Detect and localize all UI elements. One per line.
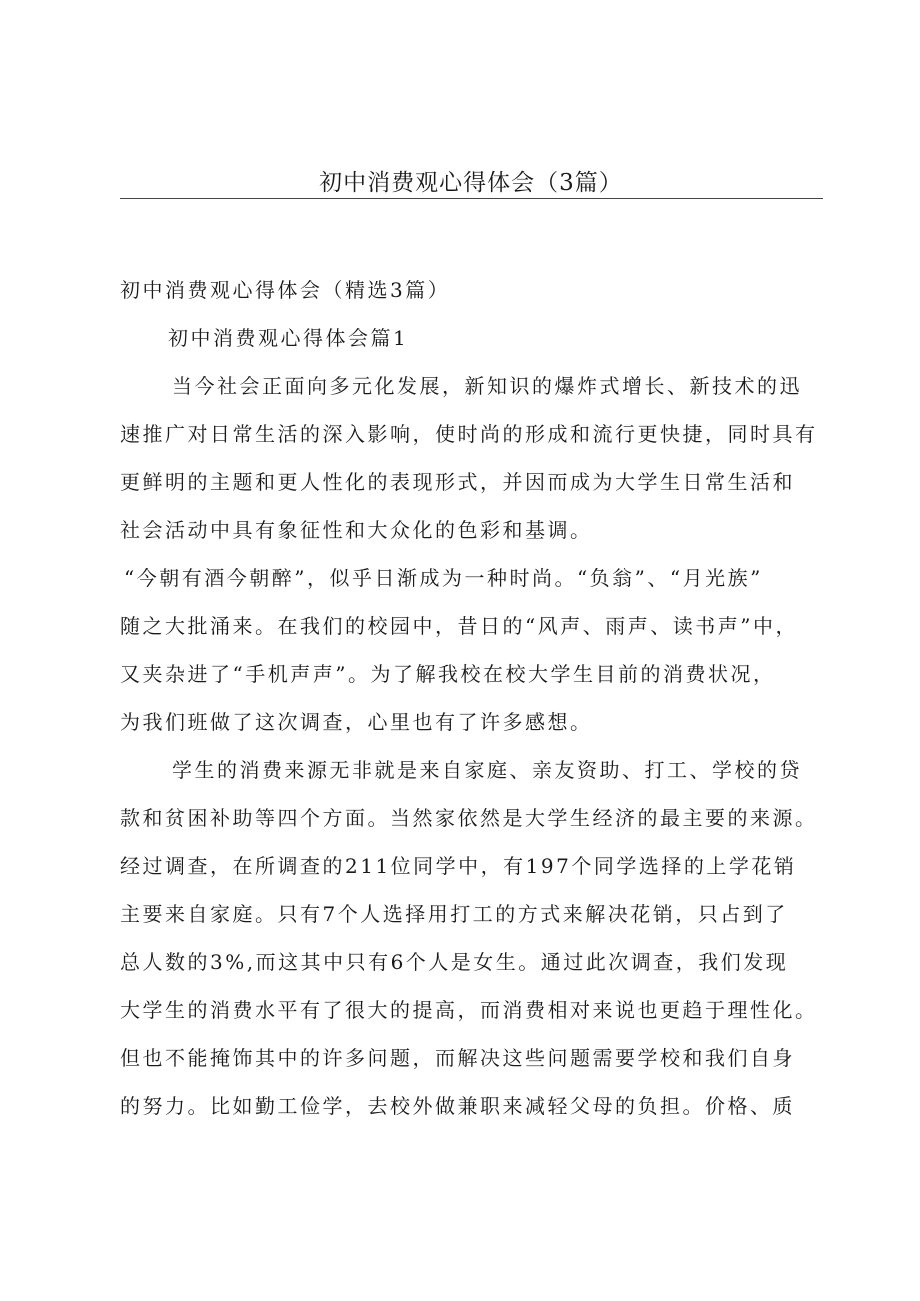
- body-line-9: 学生的消费来源无非就是来自家庭、亲友资助、打工、学校的贷: [172, 758, 802, 782]
- document-subtitle: 初中消费观心得体会（精选3篇）: [120, 278, 451, 302]
- body-line-15: 但也不能掩饰其中的许多问题，而解决这些问题需要学校和我们自身: [120, 1046, 795, 1070]
- document-title: 初中消费观心得体会（3篇）: [319, 170, 623, 196]
- body-line-2: 速推广对日常生活的深入影响，使时尚的形成和流行更快捷，同时具有: [120, 422, 818, 446]
- body-line-8: 为我们班做了这次调查，心里也有了许多感想。: [120, 710, 593, 734]
- section-heading-block: [120, 314, 825, 362]
- body-line-7: 又夹杂进了“手机声声”。为了解我校在校大学生目前的消费状况，: [120, 662, 776, 686]
- section-heading: 初中消费观心得体会篇1: [168, 326, 409, 350]
- title-underline: [120, 198, 823, 199]
- body-line-10: 款和贫困补助等四个方面。当然家依然是大学生经济的最主要的来源。: [120, 806, 818, 830]
- body-line-5: “今朝有酒今朝醉”，似乎日渐成为一种时尚。“负翁”、“月光族”: [124, 566, 763, 590]
- body-line-3: 更鲜明的主题和更人性化的表现形式，并因而成为大学生日常生活和: [120, 470, 795, 494]
- body-paragraphs: [120, 362, 825, 1130]
- body-line-6: 随之大批涌来。在我们的校园中，昔日的“风声、雨声、读书声”中，: [120, 614, 798, 638]
- body-line-13: 总人数的3%,而这其中只有6个人是女生。通过此次调查，我们发现: [120, 950, 789, 974]
- body-line-14: 大学生的消费水平有了很大的提高，而消费相对来说也更趋于理性化。: [120, 998, 818, 1022]
- body-line-1: 当今社会正面向多元化发展，新知识的爆炸式增长、新技术的迅: [172, 374, 802, 398]
- body-line-12: 主要来自家庭。只有7个人选择用打工的方式来解决花销，只占到了: [120, 902, 788, 926]
- body-line-4: 社会活动中具有象征性和大众化的色彩和基调。: [120, 518, 593, 542]
- body-line-16: 的努力。比如勤工俭学，去校外做兼职来减轻父母的负担。价格、质: [120, 1094, 795, 1118]
- document-subtitle-block: [120, 266, 825, 314]
- body-line-11: 经过调查，在所调查的211位同学中，有197个同学选择的上学花销: [120, 854, 797, 878]
